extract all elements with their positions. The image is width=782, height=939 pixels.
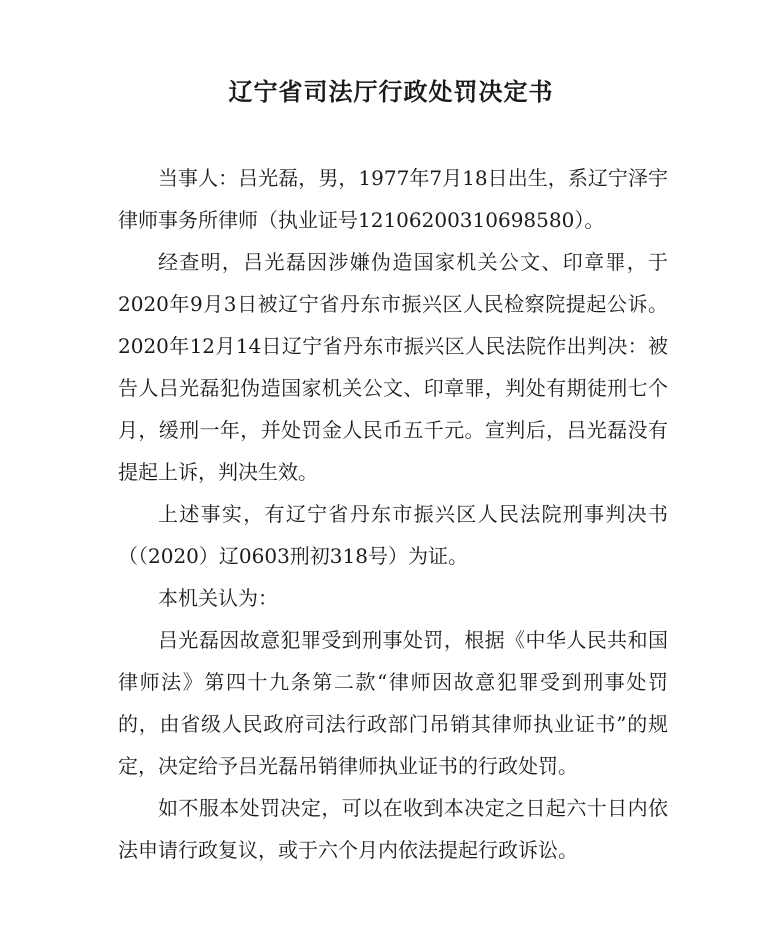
paragraph-decision: 吕光磊因故意犯罪受到刑事处罚，根据《中华人民共和国律师法》第四十九条第二款“律师因故意犯罪受到刑事处罚的，由省级人民政府司法行政部门吊销其律师执业证书”的规定，决定给予吕光磊吊销律师执业证书的行政处罚。 bbox=[118, 628, 668, 778]
paragraph-evidence: 上述事实，有辽宁省丹东市振兴区人民法院刑事判决书（（2020）辽0603刑初318号）为证。 bbox=[118, 502, 668, 568]
paragraph-findings: 经查明，吕光磊因涉嫌伪造国家机关公文、印章罪，于2020年9月3日被辽宁省丹东市振兴区人民检察院提起公诉。2020年12月14日辽宁省丹东市振兴区人民法院作出判决：被告人吕光磊犯伪造国家机关公文、印章罪，判处有期徒刑七个月，缓刑一年，并处罚金人民币五千元。宣判后，吕光磊没有提起上诉，判决生效。 bbox=[118, 250, 668, 484]
document-title: 辽宁省司法厅行政处罚决定书 bbox=[228, 77, 554, 106]
document-body bbox=[118, 157, 668, 871]
paragraph-party: 当事人：吕光磊，男，1977年7月18日出生，系辽宁泽宇律师事务所律师（执业证号12106200310698580）。 bbox=[118, 166, 668, 232]
paragraph-appeal-rights: 如不服本处罚决定，可以在收到本决定之日起六十日内依法申请行政复议，或于六个月内依法提起行政诉讼。 bbox=[118, 796, 668, 862]
paragraph-opinion-heading: 本机关认为： bbox=[158, 586, 278, 610]
